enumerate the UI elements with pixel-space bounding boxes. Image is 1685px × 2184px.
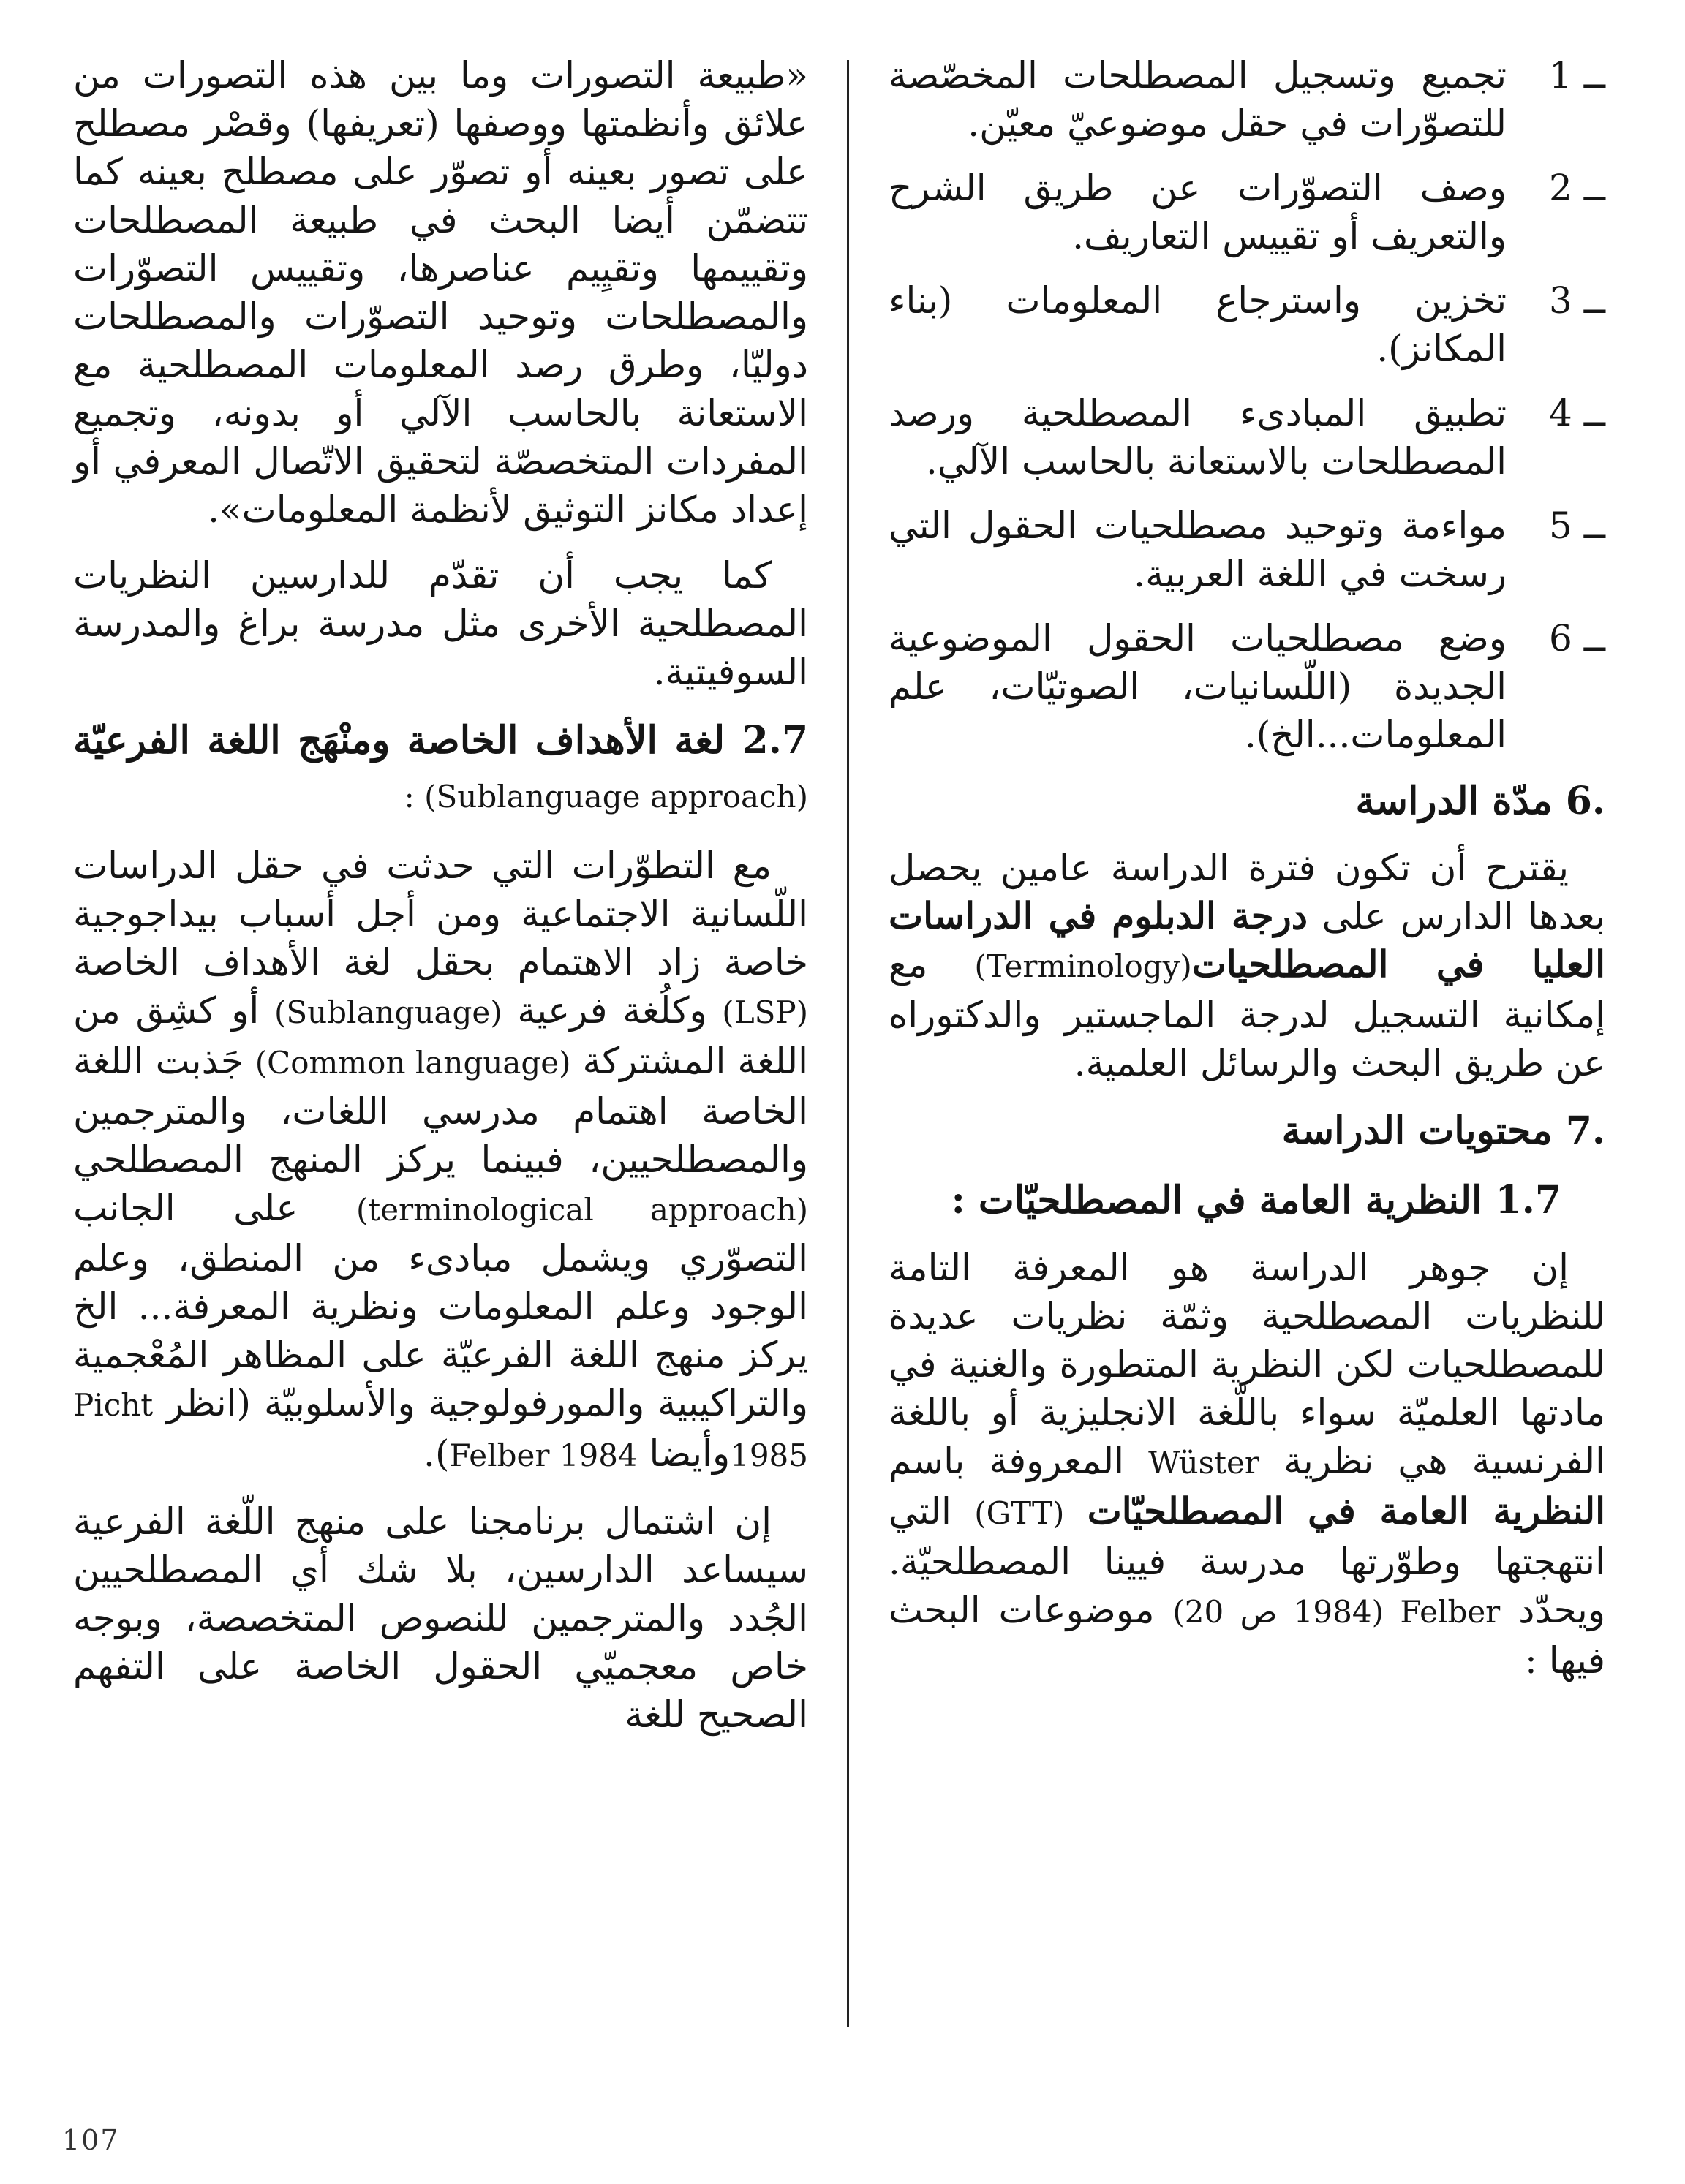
section-heading — [889, 775, 1605, 828]
paragraph-text: مع التطوّرات التي حدثت في حقل الدراسات اللّسانية الاجتماعية ومن أجل أسباب بيداجوجية خاصة زاد الاهتمام بحقل لغة الأهداف الخاصة — [73, 844, 808, 983]
subsection-number: 2.7 — [742, 718, 809, 763]
english-term: (Common language) — [255, 1045, 571, 1081]
paragraph — [73, 1497, 808, 1739]
section-number: 7. — [1565, 1108, 1605, 1153]
bold-term: درجة الدبلوم في الدراسات العليا في المصطلحيات — [889, 894, 1605, 986]
list-item-number: 5 ــ — [1548, 505, 1605, 547]
english-term: (LSP) — [722, 994, 809, 1030]
paragraph-text: التي انتهجتها وطوّرتها مدرسة فيينا المصطلحيّة. ويحدّد — [889, 1490, 1605, 1631]
english-term: Wüster — [1148, 1445, 1259, 1481]
section-heading — [889, 1105, 1605, 1157]
paragraph-text: على الجانب التصوّري ويشمل مبادىء من المنطق، وعلم الوجود وعلم المعلومات ونظرية المعرفة... الخ يركز منهج اللغة الفرعيّة على المظاهر المُعْجمية والتراكيبية والمورفولوجية والأسلوبيّة (انظر — [73, 1187, 808, 1424]
paragraph — [73, 842, 808, 1480]
paragraph-text: جَذبت اللغة الخاصة اهتمام مدرسي اللغات، والمترجمين والمصطلحيين، فبينما يركز المنهج المصطلحي — [73, 1040, 808, 1181]
english-term: (Sublanguage) — [274, 994, 502, 1030]
paragraph-text: مع إمكانية التسجيل لدرجة الماجستير والدكتوراه عن طريق البحث والرسائل العلمية. — [889, 943, 1605, 1084]
english-term: (GTT) — [974, 1495, 1065, 1531]
list-item-text: مواءمة وتوحيد مصطلحيات الحقول التي رسخت في اللغة العربية. — [889, 505, 1507, 595]
section-title: محتويات الدراسة — [1281, 1108, 1553, 1153]
list-item-number: 1 ــ — [1548, 54, 1605, 97]
english-citation: Picht 1985 — [73, 1387, 808, 1473]
list-item — [889, 164, 1605, 260]
list-item — [889, 614, 1605, 759]
page-number: 107 — [62, 2124, 120, 2156]
section-number: 6. — [1565, 779, 1605, 823]
paragraph-text: وكلُغة فرعية — [502, 989, 723, 1032]
right-column — [889, 51, 1605, 1702]
quote-paragraph — [73, 51, 808, 534]
list-item-number: 2 ــ — [1548, 167, 1605, 209]
paragraph-text: موضوعات البحث فيها : — [889, 1589, 1605, 1682]
english-citation: Felber (1984 ص 20) — [1172, 1594, 1501, 1630]
english-term: (Sublanguage approach) — [424, 779, 808, 815]
list-item-number: 6 ــ — [1548, 617, 1605, 660]
paragraph-text: يقترح أن تكون فترة الدراسة عامين يحصل بعدها الدارس على — [889, 847, 1605, 937]
section-title: مدّة الدراسة — [1355, 779, 1553, 823]
paragraph-text: كما يجب أن تقدّم للدارسين النظريات المصطلحية الأخرى مثل مدرسة براغ والمدرسة السوفيتية. — [73, 554, 808, 693]
heading-colon: : — [404, 779, 425, 815]
bold-term: النظرية العامة في المصطلحيّات — [1087, 1489, 1605, 1533]
subsection-title: النظرية العامة في المصطلحيّات : — [951, 1178, 1482, 1223]
list-item-text: تجميع وتسجيل المصطلحات المخصّصة للتصوّرات في حقل موضوعيّ معيّن. — [889, 54, 1507, 145]
quote-text: «طبيعة التصورات وما بين هذه التصورات من علائق وأنظمتها ووصفها (تعريفها) وقصْر مصطلح على تصور بعينه أو تصوّر على مصطلح بعينه كما تتضمّن أيضا البحث في طبيعة المصطلحات وتقييمها وتقيِيم عناصرها، وتقييس التصوّرات والمصطلحات وتوحيد التصوّرات والمصطلحات دوليّا، وطرق رصد المعلومات المصطلحية مع الاستعانة بالحاسب الآلي أو بدونه، وتجميع المفردات المتخصصّة لتحقيق الاتّصال المعرفي أو إعداد مكانز التوثيق لأنظمة المعلومات». — [73, 54, 808, 531]
subsection-heading — [889, 1174, 1561, 1228]
subsection-heading — [73, 714, 808, 824]
column-divider — [847, 60, 849, 2027]
english-citation: Felber 1984 — [449, 1437, 638, 1473]
list-item-text: وضع مصطلحيات الحقول الموضوعية الجديدة (اللّسانيات، الصوتيّات، علم المعلومات...الخ). — [889, 617, 1507, 756]
list-item — [889, 51, 1605, 148]
paragraph-text: ). — [423, 1432, 450, 1475]
english-term: (terminological approach) — [355, 1192, 809, 1228]
list-item — [889, 276, 1605, 373]
list-item — [889, 502, 1605, 598]
list-item — [889, 389, 1605, 485]
list-item-number: 3 ــ — [1548, 279, 1605, 322]
list-item-text: وصف التصوّرات عن طريق الشرح والتعريف أو تقييس التعاريف. — [889, 167, 1507, 257]
subsection-title: لغة الأهداف الخاصة ومنْهَج اللغة الفرعيّة — [73, 718, 725, 763]
list-item-text: تخزين واسترجاع المعلومات (بناء المكانز). — [889, 279, 1507, 370]
subsection-number: 1.7 — [1495, 1178, 1561, 1223]
list-item-text: تطبيق المبادىء المصطلحية ورصد المصطلحات بالاستعانة بالحاسب الآلي. — [889, 392, 1507, 483]
paragraph-text: إن جوهر الدراسة هو المعرفة التامة للنظريات المصطلحية وثمّة نظريات عديدة للمصطلحيات لكن النظرية المتطورة والغنية في مادتها العلميّة سواء باللّغة الانجليزية أو باللغة الفرنسية هي نظرية — [889, 1247, 1605, 1482]
paragraph — [73, 551, 808, 696]
list-item-number: 4 ــ — [1548, 392, 1605, 434]
paragraph-text: المعروفة باسم — [889, 1440, 1149, 1482]
paragraph — [889, 1244, 1605, 1685]
paragraph-text: وأيضا — [637, 1432, 731, 1475]
left-column — [73, 51, 808, 1756]
paragraph — [889, 844, 1605, 1087]
paragraph-text: أو كشِق من اللغة المشتركة — [73, 989, 809, 1082]
english-term: (Terminology) — [974, 948, 1192, 984]
paragraph-text: إن اشتمال برنامجنا على منهج اللّغة الفرعية سيساعد الدارسين، بلا شك أي المصطلحيين الجُدد والمترجمين للنصوص المتخصصة، وبوجه خاص معجميّي الحقول الخاصة على التفهم الصحيح للغة — [73, 1500, 808, 1736]
